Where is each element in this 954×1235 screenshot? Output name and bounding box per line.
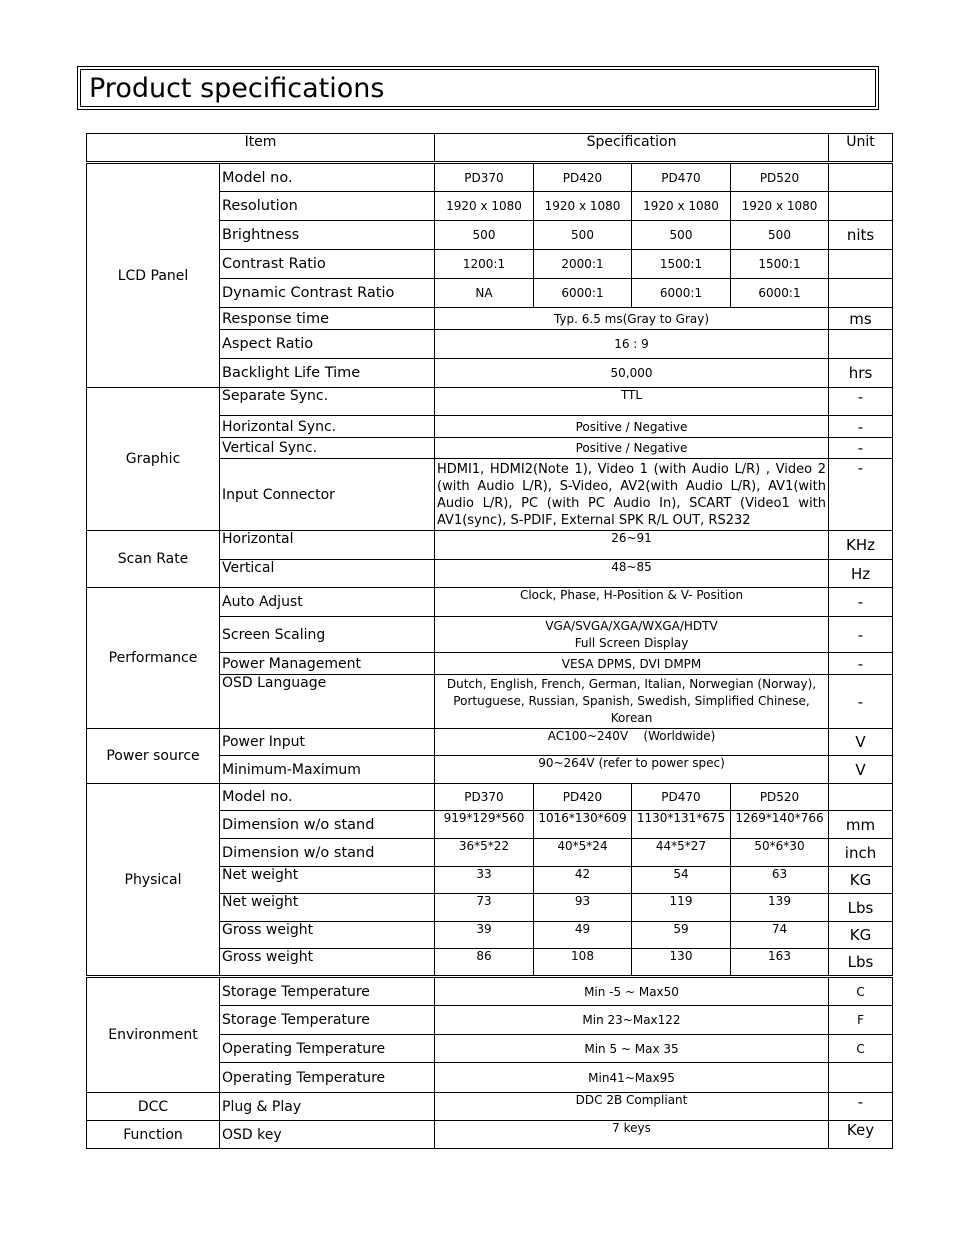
row-label: Aspect Ratio: [220, 330, 435, 359]
cell: 500: [435, 221, 534, 250]
unit-cell: KHz: [829, 531, 893, 560]
table-row: [87, 784, 893, 811]
page-title-frame: [77, 66, 879, 110]
cell: Min41~Max95: [435, 1063, 829, 1093]
unit-cell: V: [829, 729, 893, 756]
cell: 1200:1: [435, 250, 534, 279]
cell: NA: [435, 279, 534, 308]
cell: 26~91: [435, 531, 829, 560]
cell: 48~85: [435, 560, 829, 588]
unit-cell: C: [829, 1035, 893, 1063]
cell: 44*5*27: [632, 839, 731, 867]
cell: 1920 x 1080: [435, 192, 534, 221]
cell: 108: [534, 949, 632, 977]
cell: 6000:1: [534, 279, 632, 308]
cell: 49: [534, 922, 632, 949]
row-label: Plug & Play: [220, 1093, 435, 1121]
category-physical: Physical: [87, 784, 220, 977]
cell: 119: [632, 894, 731, 922]
unit-cell: [829, 330, 893, 359]
unit-cell: [829, 163, 893, 192]
unit-cell: -: [829, 459, 893, 531]
row-label: Horizontal: [220, 531, 435, 560]
cell: 1920 x 1080: [534, 192, 632, 221]
unit-cell: Lbs: [829, 894, 893, 922]
unit-cell: hrs: [829, 359, 893, 388]
unit-cell: nits: [829, 221, 893, 250]
unit-cell: ms: [829, 308, 893, 330]
category-scan-rate: Scan Rate: [87, 531, 220, 588]
cell: Clock, Phase, H-Position & V- Position: [435, 588, 829, 617]
unit-cell: [829, 279, 893, 308]
row-label: Resolution: [220, 192, 435, 221]
table-header-row: [87, 134, 893, 163]
unit-cell: -: [829, 416, 893, 438]
row-label: Gross weight: [220, 949, 435, 977]
cell: AC100~240V (Worldwide): [435, 729, 829, 756]
row-label: Auto Adjust: [220, 588, 435, 617]
cell: 63: [731, 867, 829, 894]
cell: 50*6*30: [731, 839, 829, 867]
cell: 1016*130*609: [534, 811, 632, 839]
unit-cell: [829, 784, 893, 811]
row-label: Horizontal Sync.: [220, 416, 435, 438]
cell: [435, 617, 829, 653]
cell: VESA DPMS, DVI DMPM: [435, 653, 829, 675]
cell: 163: [731, 949, 829, 977]
row-label: Vertical: [220, 560, 435, 588]
unit-cell: mm: [829, 811, 893, 839]
cell: 36*5*22: [435, 839, 534, 867]
cell: 2000:1: [534, 250, 632, 279]
unit-cell: [829, 1063, 893, 1093]
header-unit: Unit: [829, 134, 893, 163]
unit-cell: inch: [829, 839, 893, 867]
table-row: [87, 588, 893, 617]
row-label: Operating Temperature: [220, 1035, 435, 1063]
cell: 1920 x 1080: [731, 192, 829, 221]
row-label: Net weight: [220, 867, 435, 894]
cell: PD470: [632, 784, 731, 811]
table-row: [87, 531, 893, 560]
cell: HDMI1, HDMI2(Note 1), Video 1 (with Audio L/R) , Video 2 (with Audio L/R), S-Video, AV2(with Audio L/R), AV1(with Audio L/R), PC (with PC Audio In), SCART (Video1 with AV1(sync), S-PDIF, External SPK R/L OUT, RS232: [435, 459, 829, 531]
cell: 33: [435, 867, 534, 894]
category-performance: Performance: [87, 588, 220, 729]
spec-table: [86, 133, 893, 1149]
cell: 42: [534, 867, 632, 894]
cell: 40*5*24: [534, 839, 632, 867]
row-label: Model no.: [220, 163, 435, 192]
unit-cell: KG: [829, 867, 893, 894]
cell: 1500:1: [731, 250, 829, 279]
cell: PD470: [632, 163, 731, 192]
category-dcc: DCC: [87, 1093, 220, 1121]
unit-cell: Key: [829, 1121, 893, 1149]
row-label: Power Input: [220, 729, 435, 756]
cell: Positive / Negative: [435, 438, 829, 459]
unit-cell: -: [829, 617, 893, 653]
table-row: [87, 1093, 893, 1121]
cell: PD370: [435, 163, 534, 192]
cell: 93: [534, 894, 632, 922]
row-label: Dynamic Contrast Ratio: [220, 279, 435, 308]
cell: 130: [632, 949, 731, 977]
unit-cell: -: [829, 675, 893, 729]
cell: 1130*131*675: [632, 811, 731, 839]
row-label: Dimension w/o stand: [220, 839, 435, 867]
category-graphic: Graphic: [87, 388, 220, 531]
row-label: Contrast Ratio: [220, 250, 435, 279]
table-row: [87, 163, 893, 192]
cell: 1269*140*766: [731, 811, 829, 839]
cell: PD420: [534, 784, 632, 811]
cell: 500: [731, 221, 829, 250]
scaling-display: Full Screen Display: [574, 635, 689, 650]
cell: 1920 x 1080: [632, 192, 731, 221]
unit-cell: -: [829, 388, 893, 416]
cell: Dutch, English, French, German, Italian, Norwegian (Norway), Portuguese, Russian, Spanish, Swedish, Simplified Chinese, Korean: [435, 675, 829, 729]
row-label: Screen Scaling: [220, 617, 435, 653]
row-label: Gross weight: [220, 922, 435, 949]
row-label: Input Connector: [220, 459, 435, 531]
cell: 6000:1: [632, 279, 731, 308]
table-row: [87, 729, 893, 756]
row-label: Backlight Life Time: [220, 359, 435, 388]
cell: 6000:1: [731, 279, 829, 308]
row-label: Separate Sync.: [220, 388, 435, 416]
cell: 16 : 9: [435, 330, 829, 359]
row-label: OSD Language: [220, 675, 435, 729]
cell: 74: [731, 922, 829, 949]
category-lcd-panel: LCD Panel: [87, 163, 220, 388]
table-row: [87, 388, 893, 416]
unit-cell: Lbs: [829, 949, 893, 977]
unit-cell: V: [829, 756, 893, 784]
cell: 50,000: [435, 359, 829, 388]
category-environment: Environment: [87, 977, 220, 1093]
unit-cell: KG: [829, 922, 893, 949]
cell: Min 23~Max122: [435, 1006, 829, 1035]
row-label: Minimum-Maximum: [220, 756, 435, 784]
table-row: [87, 977, 893, 1006]
cell: PD420: [534, 163, 632, 192]
unit-cell: F: [829, 1006, 893, 1035]
row-label: Operating Temperature: [220, 1063, 435, 1093]
unit-cell: C: [829, 977, 893, 1006]
unit-cell: -: [829, 653, 893, 675]
cell: PD520: [731, 163, 829, 192]
cell: 139: [731, 894, 829, 922]
row-label: Storage Temperature: [220, 1006, 435, 1035]
cell: 7 keys: [435, 1121, 829, 1149]
cell: DDC 2B Compliant: [435, 1093, 829, 1121]
cell: 90~264V (refer to power spec): [435, 756, 829, 784]
unit-cell: -: [829, 588, 893, 617]
cell: 73: [435, 894, 534, 922]
row-label: Power Management: [220, 653, 435, 675]
unit-cell: [829, 192, 893, 221]
cell: Positive / Negative: [435, 416, 829, 438]
cell: 39: [435, 922, 534, 949]
header-item: Item: [87, 134, 435, 163]
cell: PD370: [435, 784, 534, 811]
unit-cell: Hz: [829, 560, 893, 588]
row-label: OSD key: [220, 1121, 435, 1149]
header-specification: Specification: [435, 134, 829, 163]
cell: Min 5 ~ Max 35: [435, 1035, 829, 1063]
cell: PD520: [731, 784, 829, 811]
row-label: Dimension w/o stand: [220, 811, 435, 839]
category-power-source: Power source: [87, 729, 220, 784]
row-label: Response time: [220, 308, 435, 330]
unit-cell: -: [829, 1093, 893, 1121]
scaling-modes: VGA/SVGA/XGA/WXGA/HDTV: [545, 618, 718, 633]
page-title: Product specifications: [80, 69, 876, 107]
unit-cell: [829, 250, 893, 279]
cell: 500: [534, 221, 632, 250]
cell: 86: [435, 949, 534, 977]
cell: 59: [632, 922, 731, 949]
row-label: Vertical Sync.: [220, 438, 435, 459]
cell: TTL: [435, 388, 829, 416]
unit-cell: -: [829, 438, 893, 459]
table-row: [87, 1121, 893, 1149]
row-label: Model no.: [220, 784, 435, 811]
category-function: Function: [87, 1121, 220, 1149]
row-label: Brightness: [220, 221, 435, 250]
row-label: Storage Temperature: [220, 977, 435, 1006]
cell: 500: [632, 221, 731, 250]
row-label: Net weight: [220, 894, 435, 922]
cell: 54: [632, 867, 731, 894]
cell: Min -5 ~ Max50: [435, 977, 829, 1006]
cell: 1500:1: [632, 250, 731, 279]
cell: Typ. 6.5 ms(Gray to Gray): [435, 308, 829, 330]
cell: 919*129*560: [435, 811, 534, 839]
